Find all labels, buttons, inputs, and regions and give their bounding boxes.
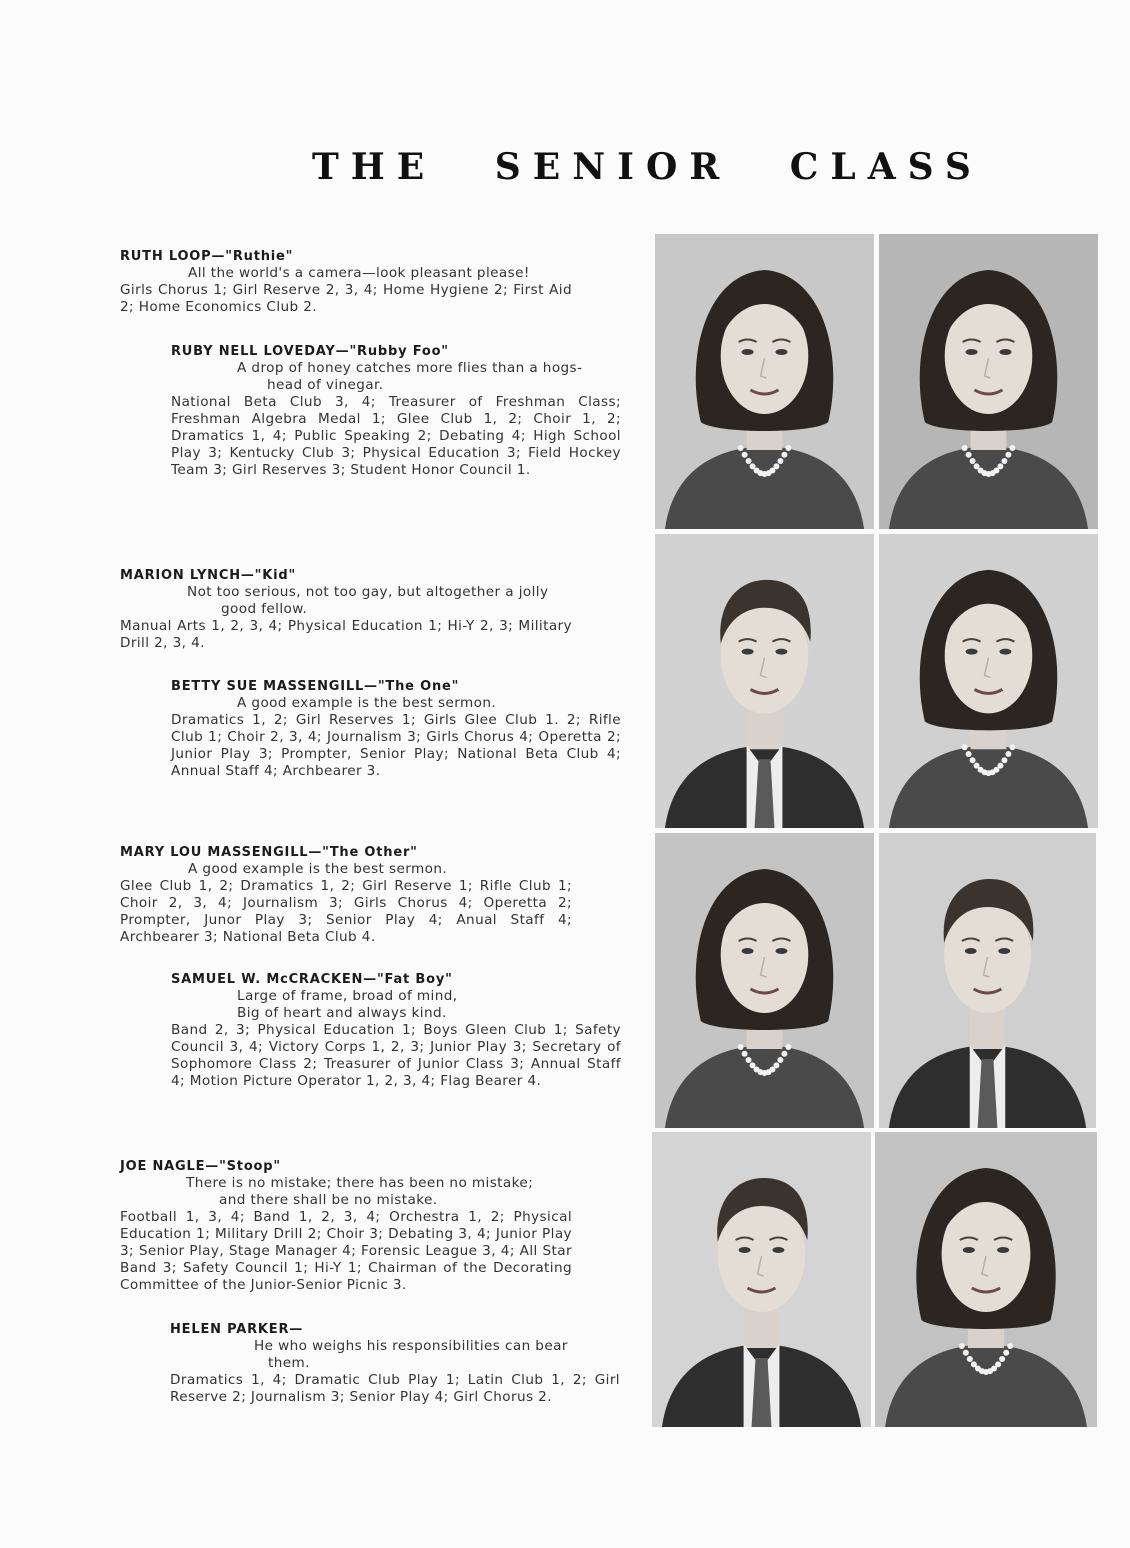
senior-quote (170, 1338, 620, 1372)
senior-activities: Manual Arts 1, 2, 3, 4; Physical Education 1; Hi-Y 2, 3; Military Drill 2, 3, 4. (120, 618, 572, 651)
senior-portrait-photo (655, 234, 874, 529)
senior-name: HELEN PARKER— (170, 1322, 304, 1337)
quote-line: Large of frame, broad of mind, (237, 988, 458, 1004)
page-title: THE SENIOR CLASS (312, 146, 983, 188)
quote-line: A good example is the best sermon. (237, 695, 497, 711)
senior-portrait-photo (879, 234, 1098, 529)
senior-entry (170, 1321, 620, 1406)
senior-name: JOE NAGLE—"Stoop" (120, 1159, 281, 1174)
senior-entry (120, 844, 572, 946)
senior-activities: Football 1, 3, 4; Band 1, 2, 3, 4; Orchestra 1, 2; Physical Education 1; Military Drill 2; Choir 3; Debating 3, 4; Junior Play 3; Senior Play, Stage Manager 4; Forensic League 3, 4; All Star Band 3; Safety Council 1; Hi-Y 1; Chairman of the Decorating Committee of the Junior-Senior Picnic 3. (120, 1209, 572, 1293)
senior-portrait-photo (879, 534, 1098, 828)
senior-quote (120, 861, 572, 878)
quote-line: and there shall be no mistake. (219, 1192, 438, 1208)
senior-activities: Band 2, 3; Physical Education 1; Boys Gleen Club 1; Safety Council 3, 4; Victory Corps 1, 2, 3; Junior Play 3; Secretary of Sophomore Class 2; Treasurer of Junior Class 3; Annual Staff 4; Motion Picture Operator 1, 2, 3, 4; Flag Bearer 4. (171, 1022, 621, 1089)
quote-line: A good example is the best sermon. (188, 861, 448, 877)
senior-entry (171, 971, 621, 1090)
senior-portrait-photo (652, 1132, 871, 1427)
quote-line: head of vinegar. (267, 377, 384, 393)
quote-line: good fellow. (221, 601, 308, 617)
senior-portrait-photo (879, 833, 1096, 1128)
senior-name: SAMUEL W. McCRACKEN—"Fat Boy" (171, 972, 453, 987)
senior-quote (120, 265, 572, 282)
senior-entry (171, 678, 621, 780)
senior-quote (120, 584, 572, 618)
senior-entry (120, 248, 572, 316)
quote-line: A drop of honey catches more flies than a hogs- (237, 360, 583, 376)
senior-name: BETTY SUE MASSENGILL—"The One" (171, 679, 460, 694)
senior-entry (120, 1158, 572, 1294)
senior-activities: National Beta Club 3, 4; Treasurer of Freshman Class; Freshman Algebra Medal 1; Glee Club 1, 2; Choir 1, 2; Dramatics 1, 4; Public Speaking 2; Debating 4; High School Play 3; Kentucky Club 3; Physical Education 3; Field Hockey Team 3; Girl Reserves 3; Student Honor Council 1. (171, 394, 621, 478)
quote-line: All the world's a camera—look pleasant please! (188, 265, 530, 281)
senior-activities: Glee Club 1, 2; Dramatics 1, 2; Girl Reserve 1; Rifle Club 1; Choir 2, 3, 4; Journalism 3; Girls Chorus 4; Operetta 2; Prompter, Junor Play 3; Senior Play 4; Anual Staff 4; Archbearer 3; National Beta Club 4. (120, 878, 572, 945)
senior-portrait-photo (655, 833, 874, 1128)
quote-line: There is no mistake; there has been no mistake; (186, 1175, 534, 1191)
senior-portrait-photo (875, 1132, 1097, 1427)
senior-quote (171, 360, 621, 394)
senior-portrait-photo (655, 534, 874, 828)
senior-activities: Girls Chorus 1; Girl Reserve 2, 3, 4; Home Hygiene 2; First Aid 2; Home Economics Club 2. (120, 282, 572, 315)
senior-name: MARION LYNCH—"Kid" (120, 568, 297, 583)
senior-activities: Dramatics 1, 4; Dramatic Club Play 1; Latin Club 1, 2; Girl Reserve 2; Journalism 3; Senior Play 4; Girl Chorus 2. (170, 1372, 620, 1405)
quote-line: He who weighs his responsibilities can bear (254, 1338, 568, 1354)
senior-quote (171, 695, 621, 712)
quote-line: Big of heart and always kind. (237, 1005, 447, 1021)
senior-name: RUBY NELL LOVEDAY—"Rubby Foo" (171, 344, 449, 359)
senior-name: MARY LOU MASSENGILL—"The Other" (120, 845, 418, 860)
senior-activities: Dramatics 1, 2; Girl Reserves 1; Girls Glee Club 1. 2; Rifle Club 1; Choir 2, 3, 4; Journalism 3; Girls Chorus 4; Operetta 2; Junior Play 3; Prompter, Senior Play; National Beta Club 4; Annual Staff 4; Archbearer 3. (171, 712, 621, 779)
senior-entry (120, 567, 572, 652)
senior-name: RUTH LOOP—"Ruthie" (120, 249, 294, 264)
senior-entry (171, 343, 621, 479)
senior-quote (120, 1175, 572, 1209)
quote-line: Not too serious, not too gay, but altogether a jolly (187, 584, 549, 600)
senior-quote (171, 988, 621, 1022)
quote-line: them. (268, 1355, 310, 1371)
